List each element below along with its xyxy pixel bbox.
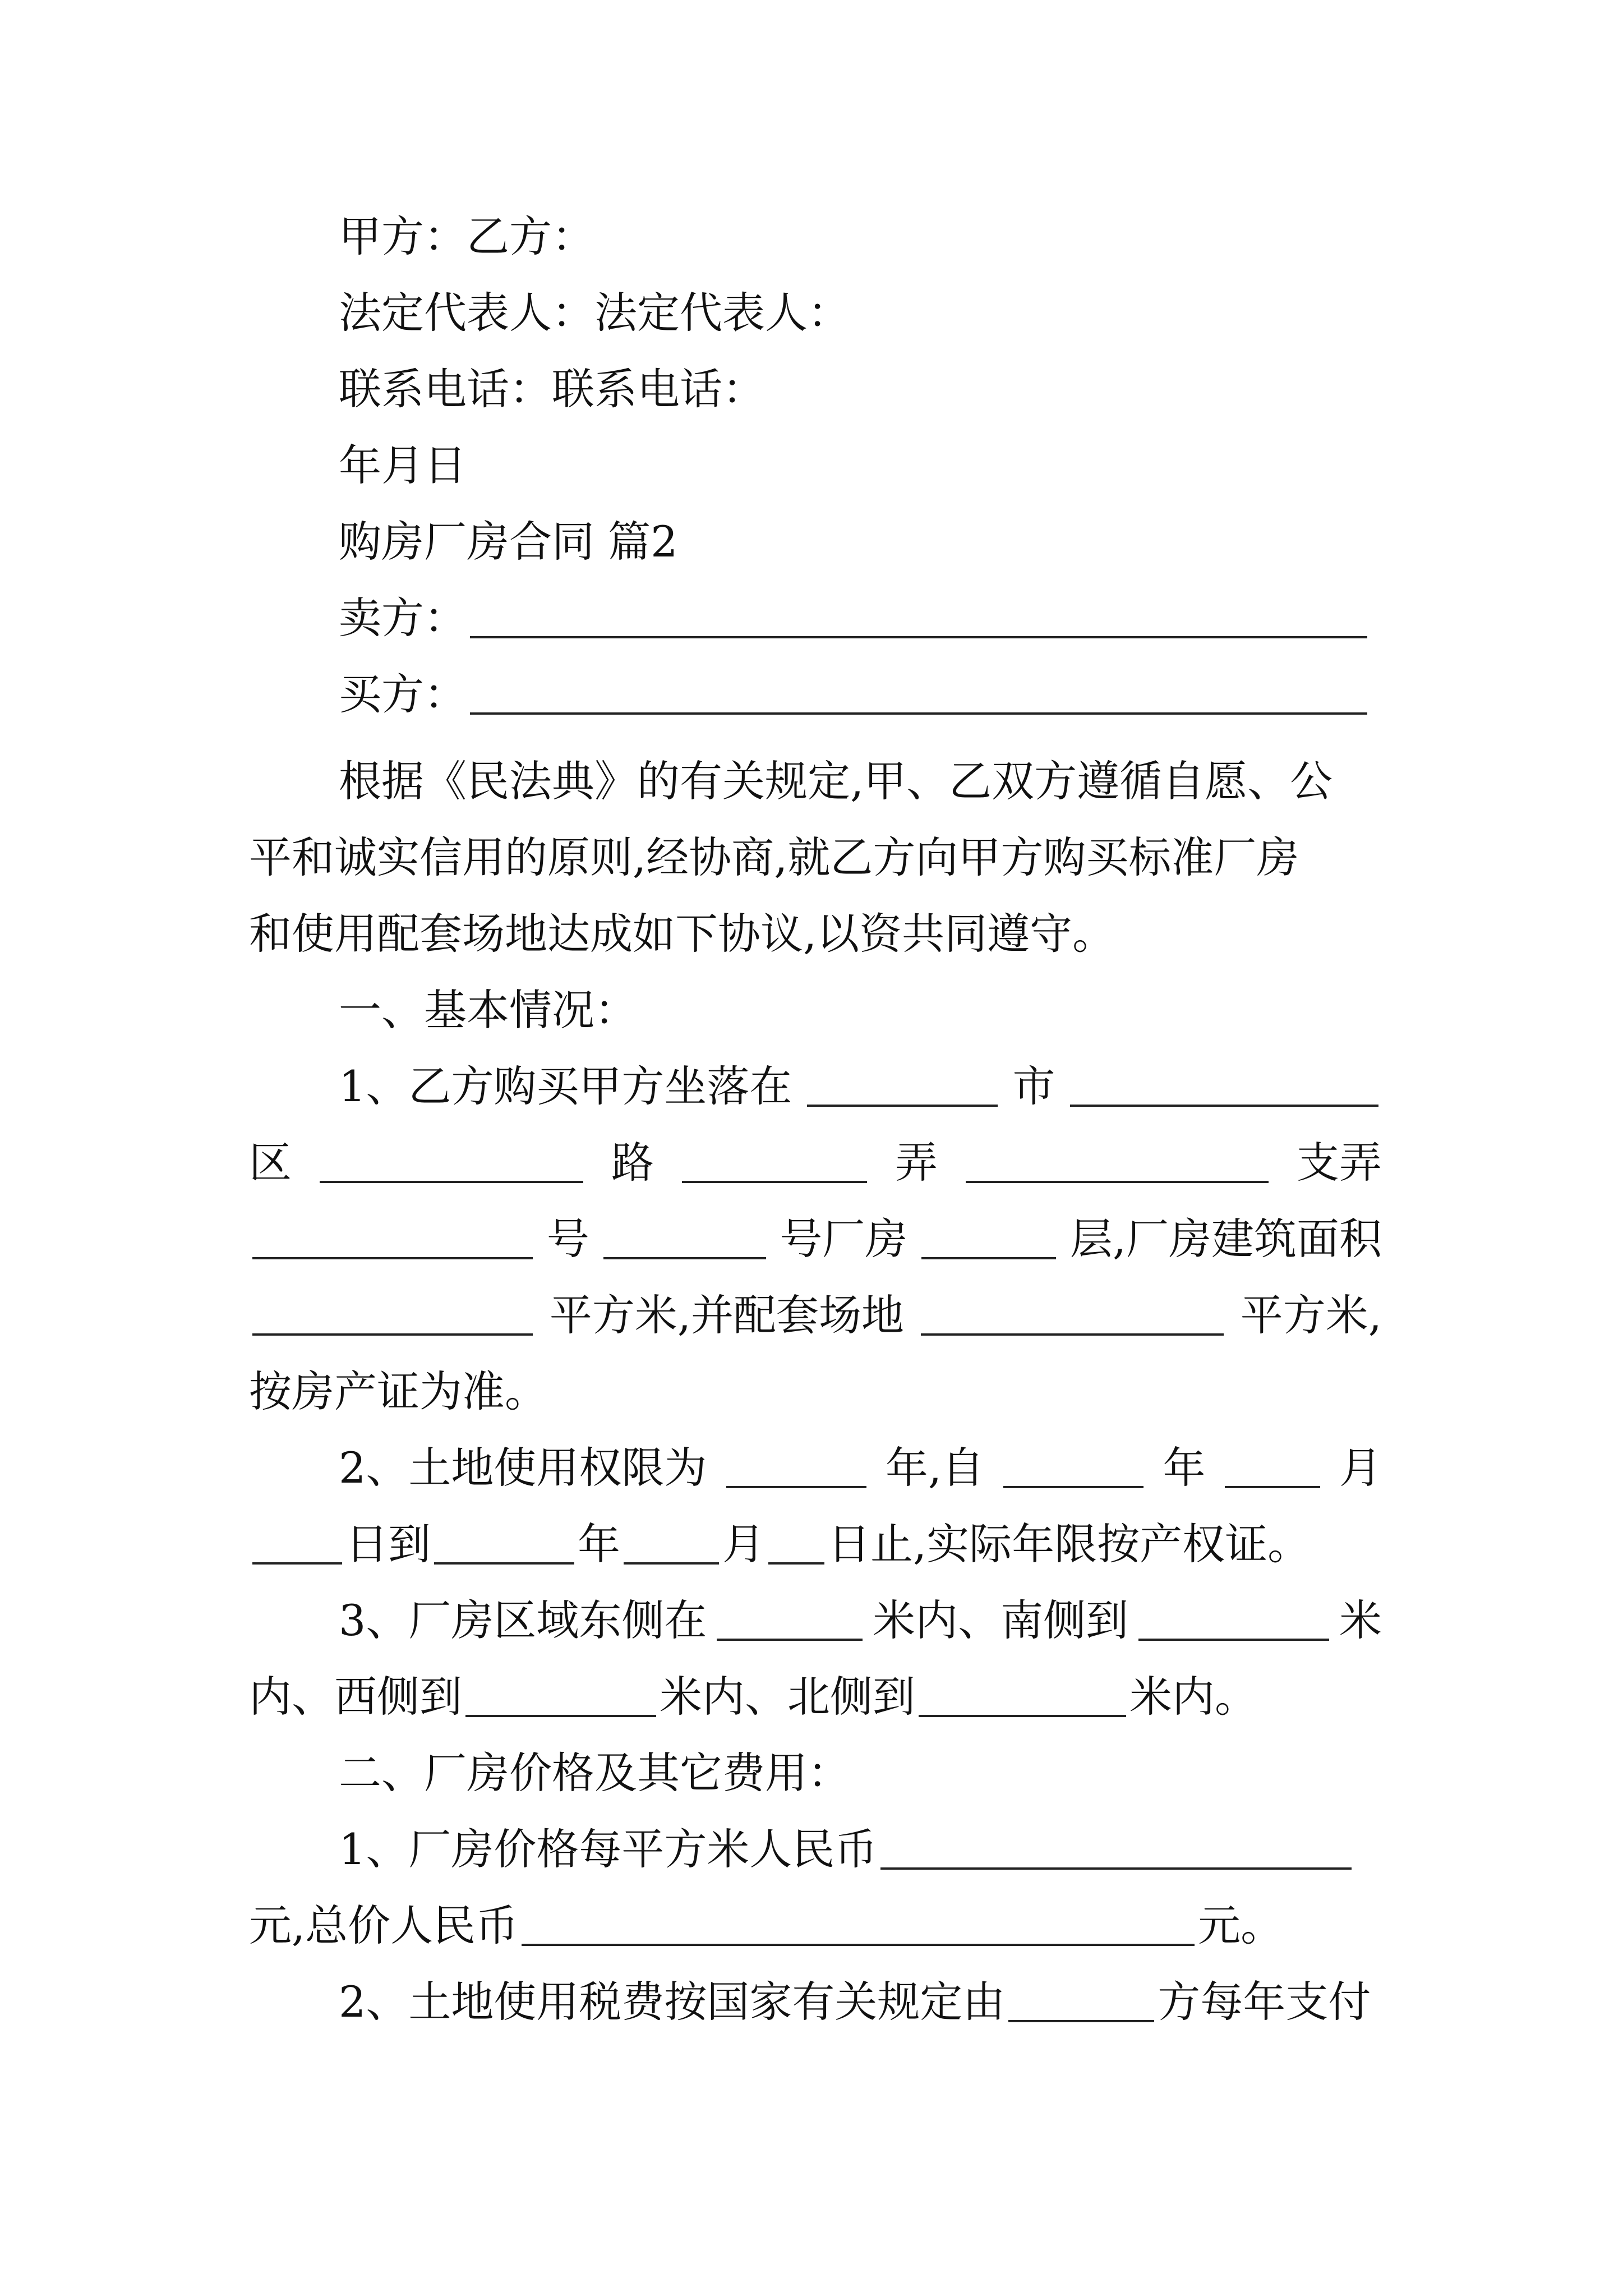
item-1-3-line-2 <box>249 1670 1257 1724</box>
preamble-text-1: 根据《民法典》的有关规定,甲、乙双方遵循自愿、公 <box>339 756 1333 806</box>
section-1-heading <box>339 983 637 1037</box>
item-2-2-text-b: 方每年支付 <box>1158 1977 1371 2027</box>
item-2-1-line-2 <box>249 1899 1283 1953</box>
item-2-1-text-c: 元。 <box>1198 1901 1284 1950</box>
end-day-blank <box>768 1527 824 1565</box>
buyer-label: 买方： <box>339 669 467 719</box>
building-number-blank <box>603 1222 766 1259</box>
item-1-1-line-3 <box>249 1212 1382 1266</box>
sub-lane-blank <box>966 1146 1269 1183</box>
floor-blank <box>921 1222 1056 1259</box>
item-1-2-text-h: 日止,实际年限按产权证。 <box>828 1519 1311 1569</box>
buyer-blank <box>470 678 1367 715</box>
party-line <box>339 210 594 264</box>
item-1-3-text-a: 3、厂房区域东侧在 <box>339 1595 707 1645</box>
item-1-2-text-a: 2、土地使用权限为 <box>339 1443 707 1493</box>
contract-title <box>339 515 678 569</box>
end-month-blank <box>624 1527 719 1565</box>
preamble-text-2: 平和诚实信用的原则,经协商,就乙方向甲方购买标准厂房 <box>249 832 1299 882</box>
item-1-3-line-1 <box>339 1594 1382 1648</box>
phone-labels: 联系电话：联系电话： <box>339 364 765 414</box>
item-1-3-text-c: 米 <box>1339 1595 1382 1645</box>
legal-rep-labels: 法定代表人：法定代表人： <box>339 288 850 338</box>
district-blank <box>1070 1070 1378 1107</box>
item-1-1-line-5 <box>249 1365 547 1419</box>
item-1-1-text-d: 路 <box>611 1138 654 1188</box>
area-blank <box>252 1299 533 1336</box>
item-1-3-text-f: 米内。 <box>1129 1672 1257 1722</box>
start-month-blank <box>1225 1451 1320 1488</box>
preamble-text-3: 和使用配套场地达成如下协议,以资共同遵守。 <box>249 909 1115 959</box>
site-area-blank <box>921 1299 1224 1336</box>
item-1-1-line-4 <box>249 1289 1382 1342</box>
start-year-blank <box>1003 1451 1144 1488</box>
party-labels: 甲方：乙方： <box>339 211 594 261</box>
section-1-heading-text: 一、基本情况： <box>339 985 637 1035</box>
number-blank <box>252 1222 533 1259</box>
section-2-heading <box>339 1746 850 1800</box>
item-1-2-text-c: 年 <box>1163 1443 1206 1493</box>
item-1-2-text-f: 年 <box>578 1519 620 1569</box>
item-2-2-line-1 <box>339 1975 1382 2029</box>
seller-label: 卖方： <box>339 593 467 643</box>
item-2-2-text-a: 2、土地使用税费按国家有关规定由 <box>339 1977 1006 2027</box>
buyer-line <box>339 668 1371 721</box>
item-1-1-text-i: 层,厂房建筑面积 <box>1069 1214 1382 1264</box>
section-2-heading-text: 二、厂房价格及其它费用： <box>339 1748 850 1798</box>
preamble-line-2 <box>249 831 1299 885</box>
date-line <box>339 439 467 493</box>
item-1-1-text-a: 1、乙方购买甲方坐落在 <box>339 1061 792 1111</box>
item-1-1-text-j: 平方米,并配套场地 <box>549 1290 905 1340</box>
north-blank <box>919 1680 1126 1717</box>
date-label: 年月日 <box>339 440 467 490</box>
east-blank <box>717 1604 863 1641</box>
item-1-2-line-2 <box>249 1517 1382 1571</box>
term-years-blank <box>726 1451 866 1488</box>
item-1-3-text-d: 内、西侧到 <box>249 1672 462 1722</box>
item-1-3-text-e: 米内、北侧到 <box>660 1672 915 1722</box>
west-blank <box>465 1680 656 1717</box>
seller-blank <box>470 601 1367 638</box>
seller-line <box>339 591 1371 645</box>
end-year-blank <box>434 1527 574 1565</box>
item-1-2-text-d: 月 <box>1339 1443 1382 1493</box>
unit-price-blank <box>880 1833 1352 1870</box>
item-2-1-text-a: 1、厂房价格每平方米人民币 <box>339 1824 878 1874</box>
item-1-1-text-e: 弄 <box>895 1138 938 1188</box>
total-price-blank <box>522 1909 1195 1946</box>
item-1-1-text-l: 按房产证为准。 <box>249 1366 547 1416</box>
item-1-1-line-1 <box>339 1060 1382 1114</box>
item-1-2-text-e: 日到 <box>345 1519 431 1569</box>
road-blank <box>320 1146 583 1183</box>
south-blank <box>1138 1604 1329 1641</box>
start-day-blank <box>252 1527 342 1565</box>
preamble-line-1 <box>339 754 1332 808</box>
item-1-1-text-h: 号厂房 <box>780 1214 908 1264</box>
item-1-3-text-b: 米内、南侧到 <box>873 1595 1129 1645</box>
item-2-1-text-b: 元,总价人民币 <box>249 1901 519 1950</box>
phone-line <box>339 362 765 416</box>
item-1-1-text-c: 区 <box>249 1138 292 1188</box>
lane-blank <box>682 1146 867 1183</box>
item-1-1-text-k: 平方米, <box>1240 1290 1382 1340</box>
contract-title-text: 购房厂房合同 篇2 <box>339 517 678 567</box>
item-2-1-line-1 <box>339 1823 1382 1876</box>
item-1-2-text-b: 年,自 <box>885 1443 984 1493</box>
city-blank <box>807 1070 998 1107</box>
tax-payer-blank <box>1008 1985 1154 2022</box>
item-1-1-line-2 <box>249 1136 1382 1190</box>
item-1-1-text-f: 支弄 <box>1297 1138 1382 1188</box>
legal-rep-line <box>339 286 850 340</box>
item-1-2-text-g: 月 <box>722 1519 765 1569</box>
preamble-line-3 <box>249 907 1115 961</box>
item-1-2-line-1 <box>339 1441 1382 1495</box>
item-1-1-text-b: 市 <box>1012 1061 1055 1111</box>
item-1-1-text-g: 号 <box>546 1214 589 1264</box>
